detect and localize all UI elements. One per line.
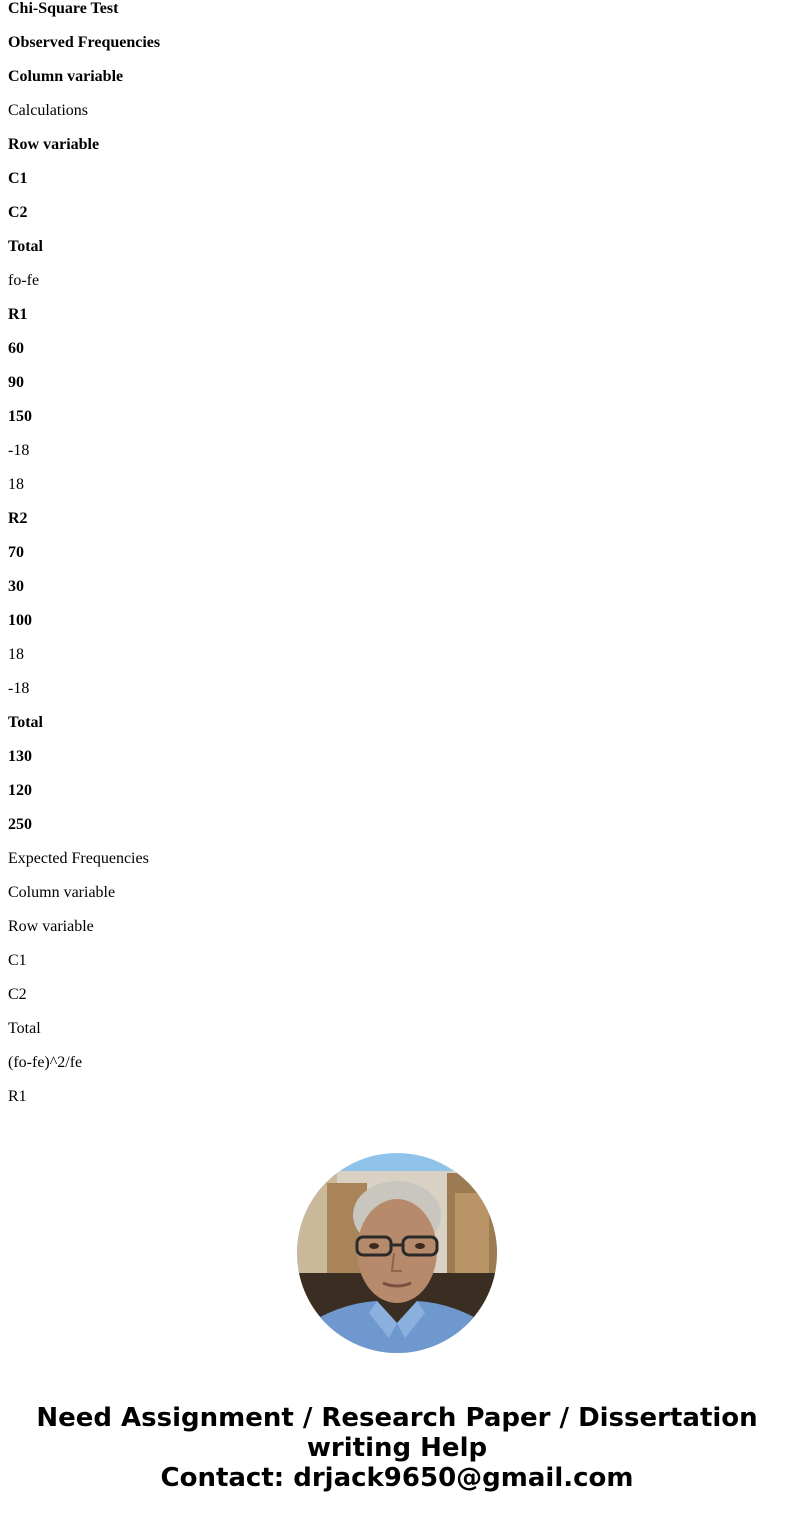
footer-line-3: Contact: drjack9650@gmail.com [160,1463,634,1493]
contact-banner [0,1403,794,1493]
worksheet-line: 30 [8,578,24,595]
worksheet-line: R1 [8,1088,27,1105]
worksheet-line: -18 [8,680,30,697]
footer-line-1: Need Assignment / Research Paper / Dissertation [36,1403,758,1433]
worksheet-line: (fo-fe)^2/fe [8,1054,83,1071]
footer-line-2: writing Help [306,1433,488,1463]
worksheet-line: 90 [8,374,24,391]
worksheet-line: -18 [8,442,30,459]
worksheet-line: Column variable [8,68,124,85]
worksheet-line: Total [8,1020,41,1037]
worksheet-line: 100 [8,612,32,629]
author-avatar [297,1153,497,1353]
worksheet-line: Calculations [8,102,88,119]
worksheet-line: 150 [8,408,32,425]
worksheet-line: C1 [8,952,27,969]
worksheet-line: Chi-Square Test [8,0,119,17]
worksheet-line: 130 [8,748,32,765]
worksheet-line: R2 [8,510,28,527]
worksheet-line: R1 [8,306,28,323]
worksheet-line: C2 [8,204,28,221]
worksheet-line: Column variable [8,884,116,901]
worksheet-line: Total [8,238,43,255]
worksheet-text [8,0,788,1122]
worksheet-line: Expected Frequencies [8,850,149,867]
worksheet-line: fo-fe [8,272,40,289]
worksheet-line: Row variable [8,918,94,935]
worksheet-line: 70 [8,544,24,561]
worksheet-line: Observed Frequencies [8,34,161,51]
worksheet-line: C1 [8,170,28,187]
worksheet-line: 120 [8,782,32,799]
worksheet-line: C2 [8,986,27,1003]
worksheet-line: 18 [8,646,24,663]
worksheet-line: 60 [8,340,24,357]
worksheet-line: 250 [8,816,32,833]
worksheet-line: 18 [8,476,24,493]
worksheet-line: Row variable [8,136,100,153]
worksheet-line: Total [8,714,43,731]
